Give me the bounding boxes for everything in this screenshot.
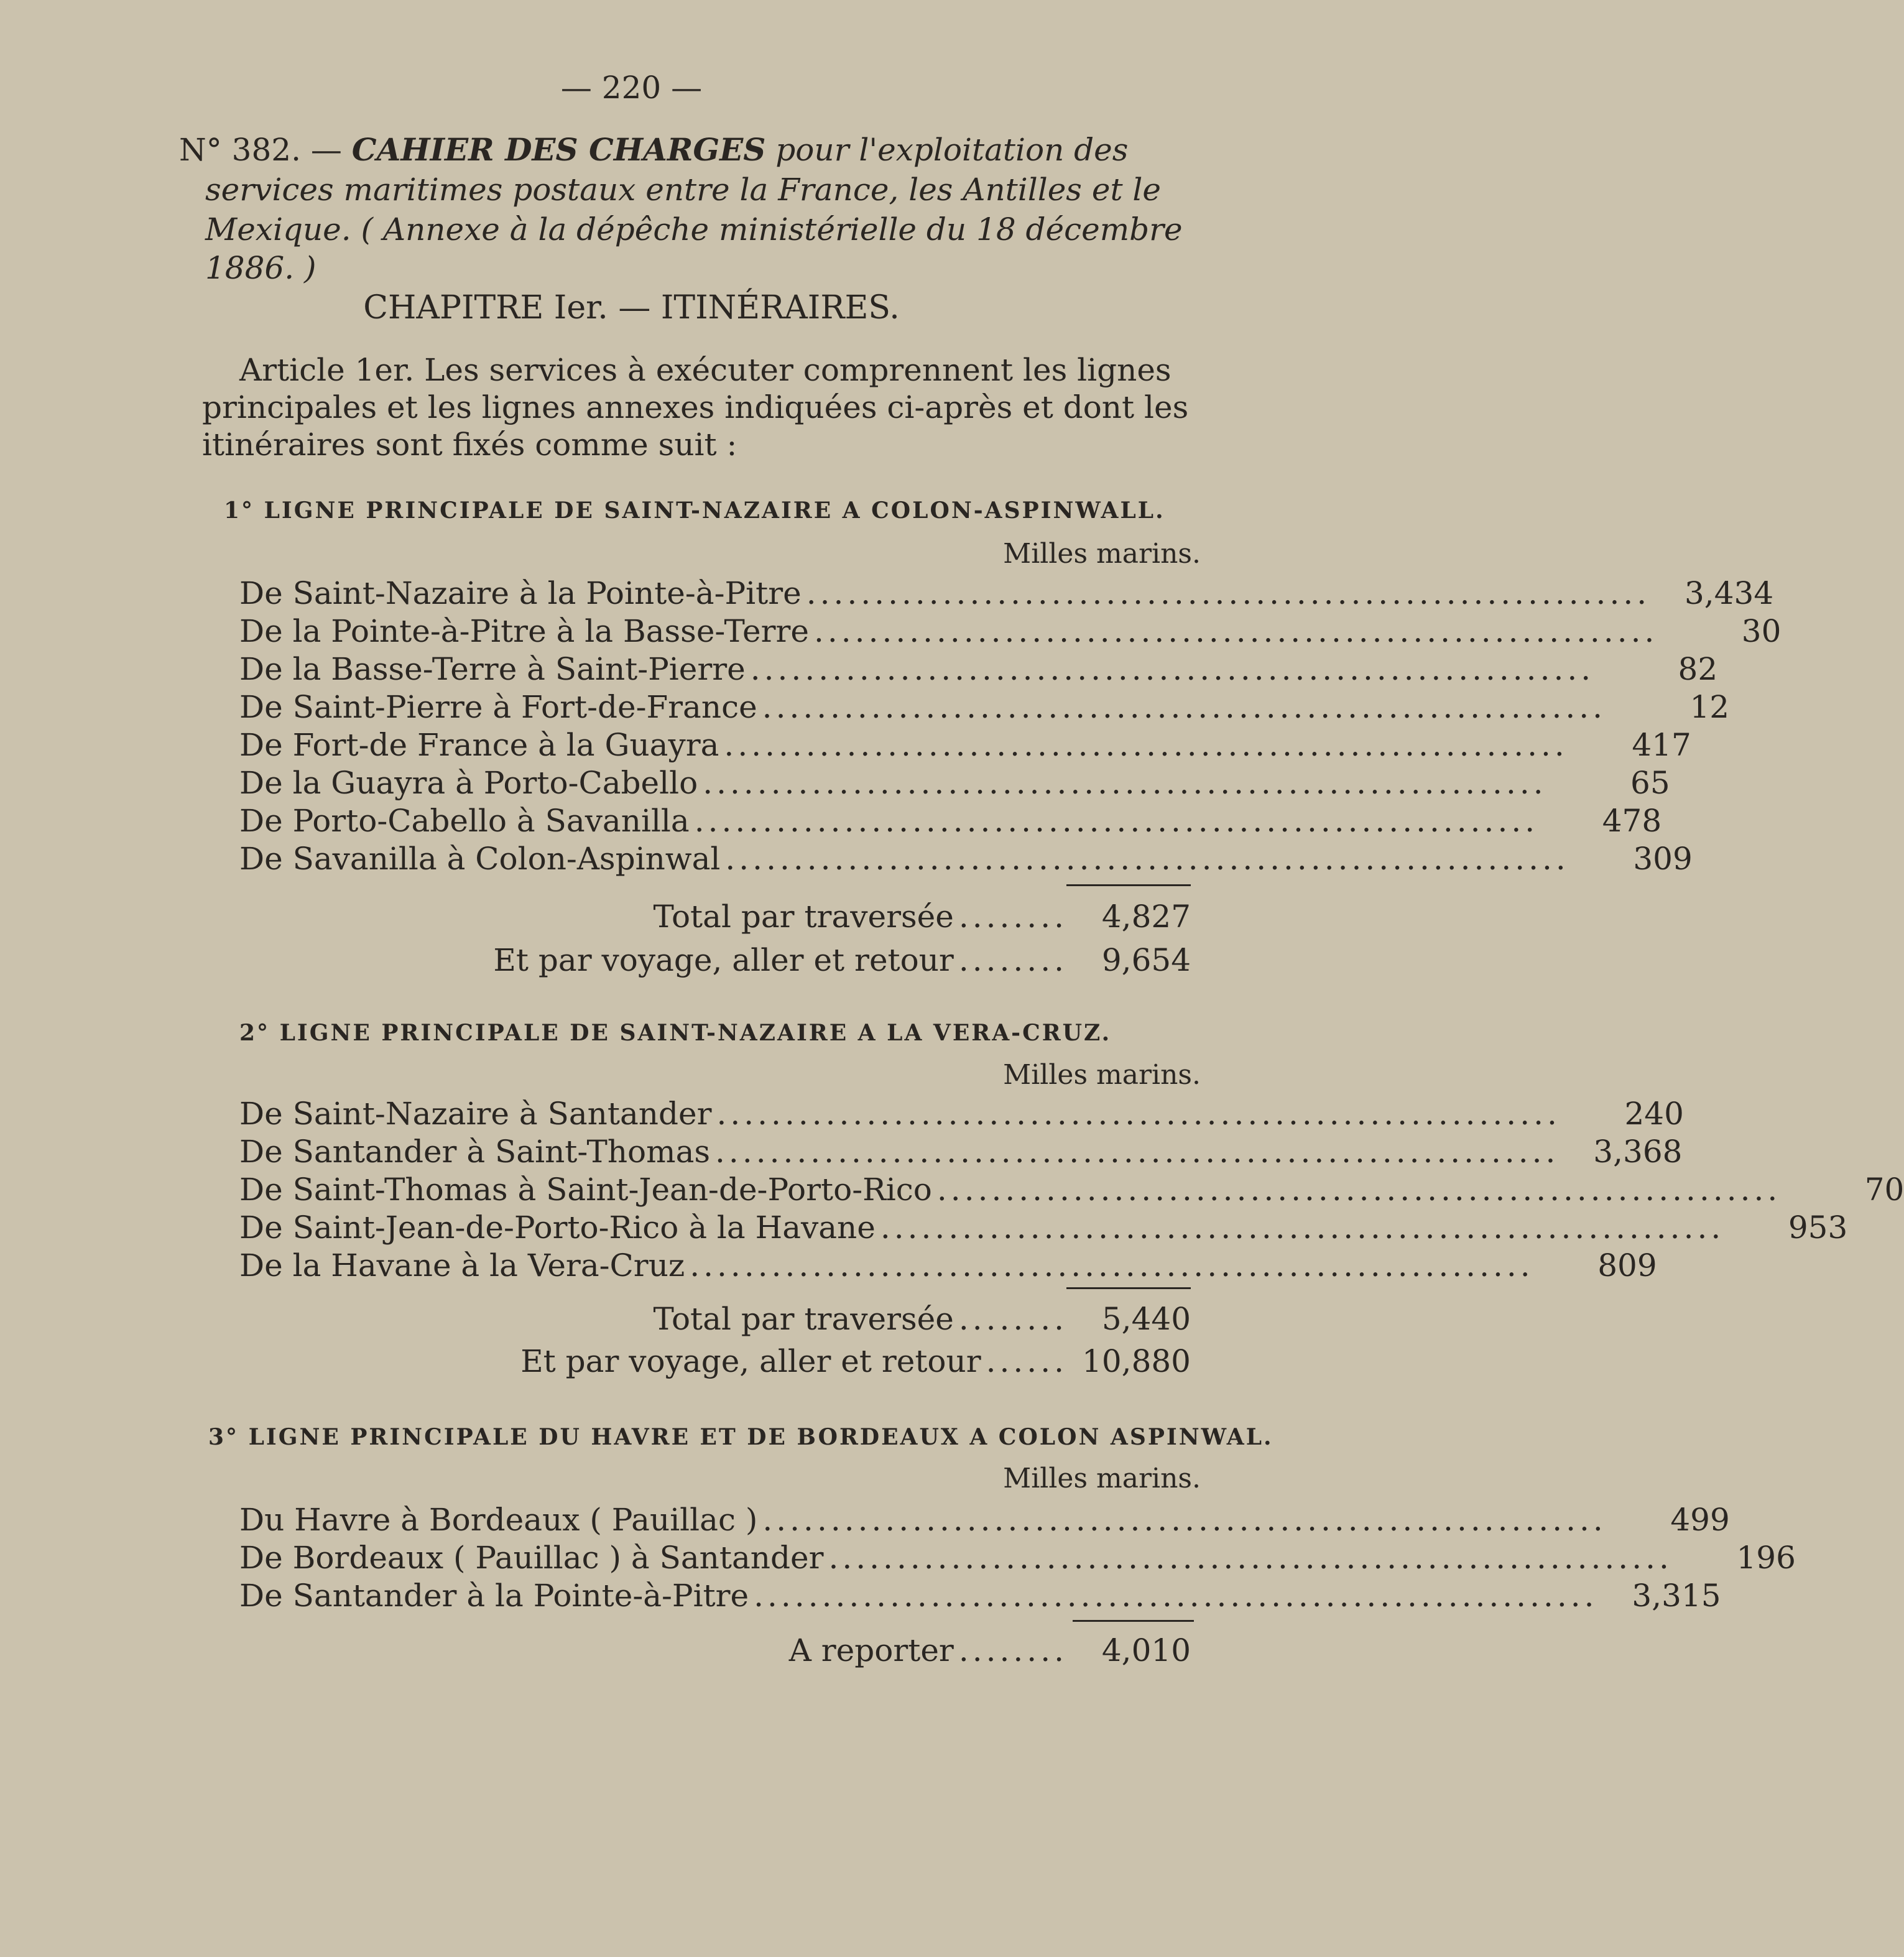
distance-value: 478 [1602,803,1662,839]
distance-row [239,1210,1848,1246]
route-label: De la Basse-Terre à Saint-Pierre [239,651,746,687]
total-rule-3 [1073,1620,1194,1622]
route-label: De Santander à la Pointe-à-Pitre [239,1578,749,1614]
distance-value: 196 [1736,1540,1796,1576]
distance-value: 82 [1678,651,1718,687]
total-value-1: 4,827 [1101,899,1191,935]
route-label: De Saint-Jean-de-Porto-Rico à la Havane [239,1210,876,1246]
section-title-1: 1° LIGNE PRINCIPALE DE SAINT-NAZAIRE A COLON-ASPINWALL. [224,497,1165,524]
route-label: De Saint-Nazaire à la Pointe-à-Pitre [239,575,802,611]
section-title-3: 3° LIGNE PRINCIPALE DU HAVRE ET DE BORDEAUX A COLON ASPINWAL. [208,1424,1273,1450]
distance-row [239,1247,1657,1284]
document-title: CAHIER DES CHARGES [351,131,766,168]
leader-dots: .............................................................. [725,841,1569,877]
leader-dots: .............................................................. [806,575,1651,611]
total-row-1 [239,899,1191,935]
distance-value: 240 [1624,1096,1684,1132]
leader-dots: .............................................................. [690,1247,1534,1284]
distance-value: 30 [1741,613,1782,649]
distance-row [239,1134,1683,1170]
distance-row [239,1502,1730,1538]
distance-value: 499 [1670,1502,1730,1538]
unit-label-2: Milles marins. [1003,1059,1201,1091]
route-label: De Bordeaux ( Pauillac ) à Santander [239,1540,824,1576]
leader-dots: ...... [986,1343,1068,1379]
round-trip-label-2: Et par voyage, aller et retour [520,1343,981,1379]
distance-row [239,1578,1721,1614]
route-label: De Santander à Saint-Thomas [239,1134,711,1170]
leader-dots: .............................................................. [750,651,1595,687]
route-label: De Saint-Nazaire à Santander [239,1096,712,1132]
distance-value: 70 [1864,1172,1904,1208]
total-row-2 [239,1301,1191,1337]
distance-row [239,613,1782,649]
distance-value: 65 [1630,765,1670,801]
leader-dots: .............................................................. [754,1578,1598,1614]
distance-value: 3,434 [1684,575,1774,611]
distance-row [239,575,1774,611]
chapter-title: CHAPITRE Ier. — ITINÉRAIRES. [363,289,900,326]
distance-value: 12 [1689,689,1730,725]
leader-dots: ........ [958,942,1068,978]
distance-value: 3,315 [1632,1578,1721,1614]
article-line-2: principales et les lignes annexes indiquées ci-après et dont les [202,389,1189,425]
leader-dots: ........ [958,1301,1068,1337]
article-line-1: Article 1er. Les services à exécuter comprennent les lignes [239,352,1172,388]
carry-value: 4,010 [1101,1632,1191,1668]
leader-dots: .............................................................. [715,1134,1560,1170]
unit-label-3: Milles marins. [1003,1463,1201,1494]
route-label: De Porto-Cabello à Savanilla [239,803,690,839]
route-label: De Saint-Thomas à Saint-Jean-de-Porto-Rico [239,1172,932,1208]
total-label-1: Total par traversée [653,899,954,935]
leader-dots: .............................................................. [828,1540,1673,1576]
route-label: De Saint-Pierre à Fort-de-France [239,689,757,725]
distance-value: 953 [1788,1210,1848,1246]
distance-row [239,1096,1684,1132]
round-trip-row-2 [239,1343,1191,1379]
distance-value: 809 [1597,1247,1657,1284]
leader-dots: .............................................................. [762,1502,1607,1538]
leader-dots: .............................................................. [724,727,1568,763]
heading-continuation: pour l'exploitation des [775,132,1129,168]
leader-dots: .............................................................. [814,613,1658,649]
round-trip-value-2: 10,880 [1082,1343,1191,1379]
leader-dots: .............................................................. [716,1096,1561,1132]
route-label: De la Havane à la Vera-Cruz [239,1247,685,1284]
route-label: De la Pointe-à-Pitre à la Basse-Terre [239,613,809,649]
leader-dots: ........ [958,1632,1068,1668]
distance-row [239,727,1691,763]
distance-row [239,689,1730,725]
route-label: De la Guayra à Porto-Cabello [239,765,698,801]
article-line-3: itinéraires sont fixés comme suit : [202,427,737,463]
distance-row [239,765,1670,801]
leader-dots: .............................................................. [694,803,1539,839]
leader-dots: .............................................................. [936,1172,1782,1208]
page-number: — 220 — [560,70,703,106]
leader-dots: ........ [958,899,1068,935]
carry-row [239,1632,1191,1668]
round-trip-label-1: Et par voyage, aller et retour [493,942,954,978]
distance-value: 417 [1632,727,1691,763]
route-label: De Savanilla à Colon-Aspinwal [239,841,721,877]
total-rule-2 [1066,1287,1191,1289]
total-label-2: Total par traversée [653,1301,954,1337]
distance-value: 309 [1633,841,1693,877]
distance-row [239,841,1693,877]
round-trip-row-1 [239,942,1191,978]
leader-dots: .............................................................. [703,765,1547,801]
heading-line-4: 1886. ) [205,250,317,286]
heading-line-3: Mexique. ( Annexe à la dépêche ministérielle du 18 décembre [205,211,1183,248]
carry-label: A reporter [788,1632,954,1668]
leader-dots: .............................................................. [880,1210,1725,1246]
route-label: Du Havre à Bordeaux ( Pauillac ) [239,1502,758,1538]
leader-dots: .............................................................. [762,689,1607,725]
distance-value: 3,368 [1593,1134,1683,1170]
document-number: N° 382. — [179,132,342,168]
heading-line-2: services maritimes postaux entre la France, les Antilles et le [205,172,1162,208]
total-value-2: 5,440 [1101,1301,1191,1337]
distance-row [239,1540,1796,1576]
round-trip-value-1: 9,654 [1101,942,1191,978]
section-title-2: 2° LIGNE PRINCIPALE DE SAINT-NAZAIRE A LA VERA-CRUZ. [239,1020,1112,1046]
total-rule-1 [1066,884,1191,886]
heading-line-1 [179,129,1128,170]
distance-row [239,651,1718,687]
distance-row [239,803,1662,839]
unit-label-1: Milles marins. [1003,538,1201,570]
distance-row [239,1172,1904,1208]
route-label: De Fort-de France à la Guayra [239,727,719,763]
